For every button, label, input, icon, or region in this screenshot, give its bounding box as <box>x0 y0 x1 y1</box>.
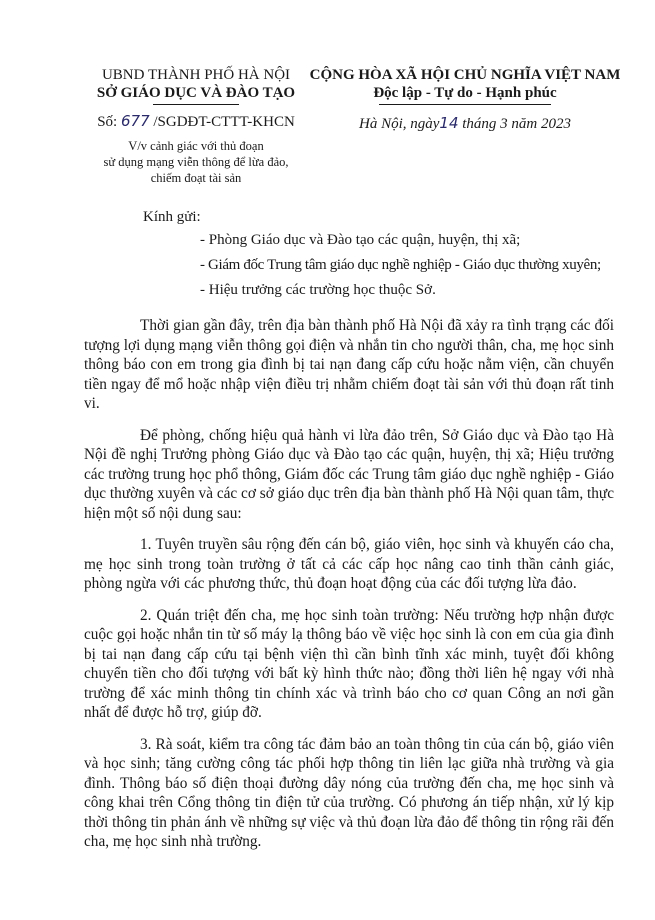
recipients-block <box>143 206 643 303</box>
department-underline <box>153 104 239 105</box>
handwritten-number: 677 <box>120 112 150 130</box>
recipient-item: - Phòng Giáo dục và Đào tạo các quận, huyện, thị xã; <box>200 232 521 248</box>
issue-date <box>300 113 630 134</box>
subject-line-3: chiếm đoạt tài sản <box>150 171 242 185</box>
greeting: Kính gửi: <box>143 209 201 225</box>
motto-underline <box>379 104 551 105</box>
document-body <box>84 316 614 864</box>
body-paragraph: 3. Rà soát, kiểm tra công tác đảm bảo an toàn thông tin của cán bộ, giáo viên và học sinh; tăng cường công tác phối hợp thông tin liên lạc giữa nhà trường và gia đình. Thông báo số điện thoại đường dây nóng của trường đến cha, mẹ học sinh và công khai trên Cổng thông tin điện tử của trường. Có phương án tiếp nhận, xử lý kịp thời thông tin phản ánh về những sự việc và thủ đoạn lừa đảo để thông tin rộng rãi đến cha, mẹ học sinh nhà trường. <box>84 735 614 850</box>
subject-line <box>86 138 306 186</box>
body-paragraph: 1. Tuyên truyền sâu rộng đến cán bộ, giáo viên, học sinh và khuyến cáo cha, mẹ học sinh trong toàn trường ở tất cả các cấp học nâng cao tinh thần cảnh giác, phòng ngừa với các phương thức, thủ đoạn hoạt động của các đối tượng lừa đảo. <box>84 536 614 592</box>
number-prefix: Số: <box>97 114 118 130</box>
national-motto: Độc lập - Tự do - Hạnh phúc <box>373 85 557 101</box>
subject-line-2: sử dụng mạng viễn thông để lừa đảo, <box>103 155 289 169</box>
body-paragraph: Để phòng, chống hiệu quả hành vi lừa đảo trên, Sở Giáo dục và Đào tạo Hà Nội đề nghị Trưởng phòng Giáo dục và Đào tạo các quận, huyện, thị xã; Hiệu trưởng các trường trung học phổ thông, Giám đốc các Trung tâm giáo dục nghề nghiệp - Giáo dục thường xuyên và các cơ sở giáo dục trên địa bàn thành phố Hà Nội quan tâm, thực hiện một số nội dung sau: <box>84 426 614 522</box>
nation-name: CỘNG HÒA XÃ HỘI CHỦ NGHĨA VIỆT NAM <box>309 67 621 83</box>
authority-name: UBND THÀNH PHỐ HÀ NỘI <box>101 67 291 83</box>
national-header <box>300 66 630 134</box>
body-paragraph: Thời gian gần đây, trên địa bàn thành phố Hà Nội đã xảy ra tình trạng các đối tượng lợi dụng mạng viễn thông gọi điện và nhắn tin cho người thân, cha, mẹ học sinh thông báo con em trong gia đình bị tai nạn đang cấp cứu hoặc nằm viện, cần chuyển tiền ngay để mổ hoặc nhập viện điều trị nhằm chiếm đoạt tài sản với thủ đoạn rất tinh vi. <box>84 317 614 412</box>
date-prefix: Hà Nội, ngày <box>358 116 440 132</box>
department-name: SỞ GIÁO DỤC VÀ ĐÀO TẠO <box>96 85 296 101</box>
subject-line-1: V/v cảnh giác với thủ đoạn <box>128 139 264 153</box>
date-suffix: tháng 3 năm 2023 <box>462 116 571 132</box>
number-suffix: /SGDĐT-CTTT-KHCN <box>153 114 295 130</box>
document-number <box>86 111 306 132</box>
body-paragraph: 2. Quán triệt đến cha, mẹ học sinh toàn trường: Nếu trường hợp nhận được cuộc gọi hoặc nhắn tin từ số máy lạ thông báo về việc học sinh là con em của gia đình bị tai nạn đang cấp cứu tại bệnh viện thì cần bình tĩnh xác minh, tuyệt đối không chuyển tiền cho đối tượng với bất kỳ hình thức nào; đồng thời liên hệ ngay với nhà trường để xác minh thông tin chính xác và trình báo cho cơ quan Công an nơi gần nhất để được hỗ trợ, giúp đỡ. <box>84 606 614 721</box>
handwritten-day: 14 <box>439 114 459 132</box>
recipient-item: - Giám đốc Trung tâm giáo dục nghề nghiệp - Giáo dục thường xuyên; <box>200 257 601 273</box>
issuer-block <box>86 66 306 186</box>
recipient-item: - Hiệu trưởng các trường học thuộc Sở. <box>200 282 436 298</box>
